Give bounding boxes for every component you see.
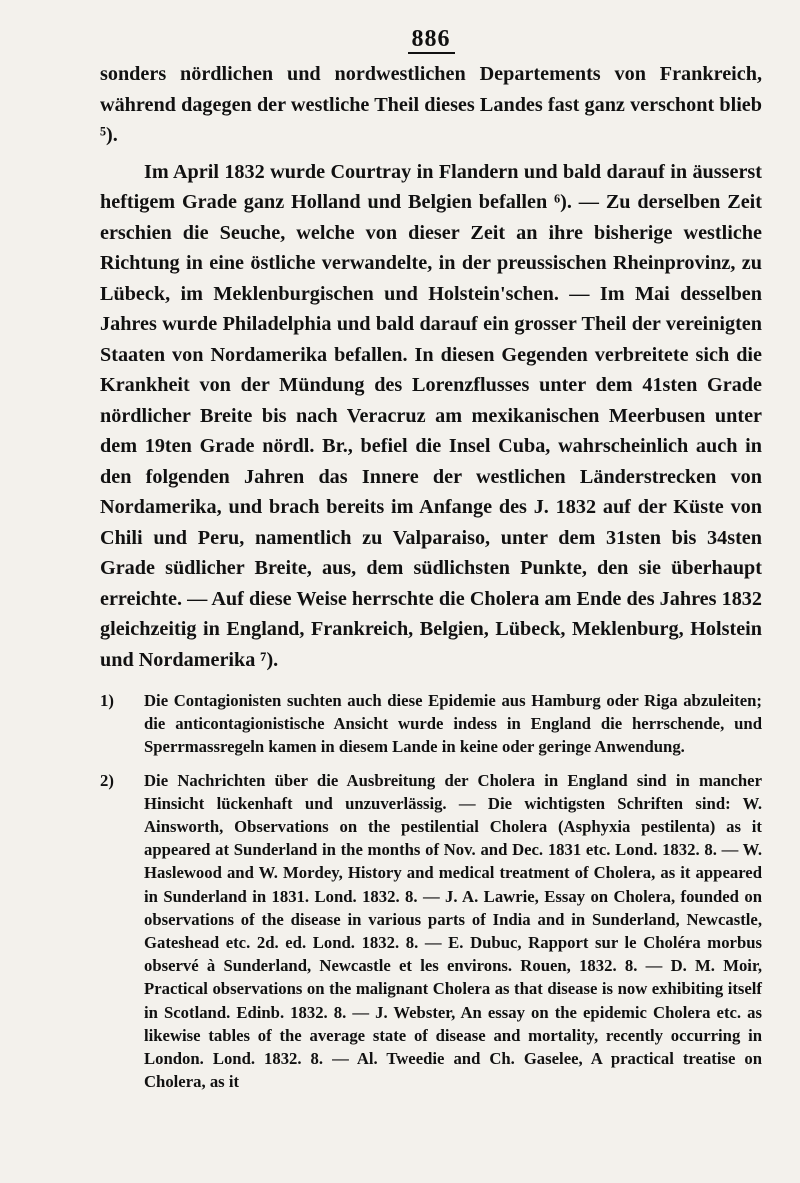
main-text [100,59,762,675]
footnote-1 [100,689,762,759]
footnotes [100,689,762,1093]
footnote-number: 1) [100,691,114,710]
footnote-number: 2) [100,770,114,790]
footnote-text: Die Nachrichten über die Ausbreitung der Cholera in England sind in mancher Hinsicht lückenhaft und unzuverlässig. — Die wichtigsten Schriften sind: W. Ainsworth, Observations on the pestilential Cholera (Asphyxia pestilenta) as it appeared at Sunderland in the months of Nov. and Dec. 1831 etc. Lond. 1832. 8. — W. Haslewood and W. Mordey, History and medical treatment of Cholera, as it appeared in Sunderland in 1831. Lond. 1832. 8. — J. A. Lawrie, Essay on Cholera, founded on observations of the disease in various parts of India and in Sunderland, Newcastle, Gateshead etc. 2d. ed. Lond. 1832. 8. — E. Dubuc, Rapport sur le Choléra morbus observé à Sunderland, Newcastle et les environs. Rouen, 1832. 8. — D. M. Moir, Practical observations on the malignant Cholera as that disease is now exhibiting itself in Scotland. Edinb. 1832. 8. — J. Webster, An essay on the epidemic Cholera etc. as likewise tables of the average state of disease and mortality, recently occurring in London. Lond. 1832. 8. — Al. Tweedie and Ch. Gaselee, A practical treatise on Cholera, as it [144,770,762,1092]
footnote-text: Die Contagionisten suchten auch diese Epidemie aus Hamburg oder Riga abzuleiten; die anticontagionistische Ansicht wurde indess in England die herrschende, und Sperrmassregeln kamen in diesem Lande in keine oder geringe Anwendung. [144,691,762,757]
page-number-text: 886 [408,26,455,54]
paragraph-2: Im April 1832 wurde Courtray in Flandern und bald darauf in äusserst heftigem Grade ganz Holland und Belgien befallen ⁶). — Zu derselben Zeit erschien die Seuche, welche von dieser Zeit an ihre bisherige westliche Richtung in eine östliche verwandelte, in der preussischen Rheinprovinz, zu Lübeck, im Meklenburgischen und Holstein'schen. — Im Mai desselben Jahres wurde Philadelphia und bald darauf ein grosser Theil der vereinigten Staaten von Nordamerika befallen. In diesen Gegenden verbreitete sich die Krankheit von der Mündung des Lorenzflusses unter dem 41sten Grade nördlicher Breite bis nach Veracruz am mexikanischen Meerbusen unter dem 19ten Grade nördl. Br., befiel die Insel Cuba, wahrscheinlich auch in den folgenden Jahren das Innere der westlichen Länderstrecken von Nordamerika, und brach bereits im Anfange des J. 1832 auf der Küste von Chili und Peru, namentlich zu Valparaiso, unter dem 31sten bis 34sten Grade südlicher Breite, aus, dem südlichsten Punkte, den sie überhaupt erreichte. — Auf diese Weise herrschte die Cholera am Ende des Jahres 1832 gleichzeitig in England, Frankreich, Belgien, Lübeck, Meklenburg, Holstein und Nordamerika ⁷). [100,160,762,671]
footnote-2 [100,769,762,1094]
page-number [100,26,762,53]
paragraph-1: sonders nördlichen und nordwestlichen Departements von Frankreich, während dagegen der westliche Theil dieses Landes fast ganz verschont blieb ⁵). [100,63,762,146]
